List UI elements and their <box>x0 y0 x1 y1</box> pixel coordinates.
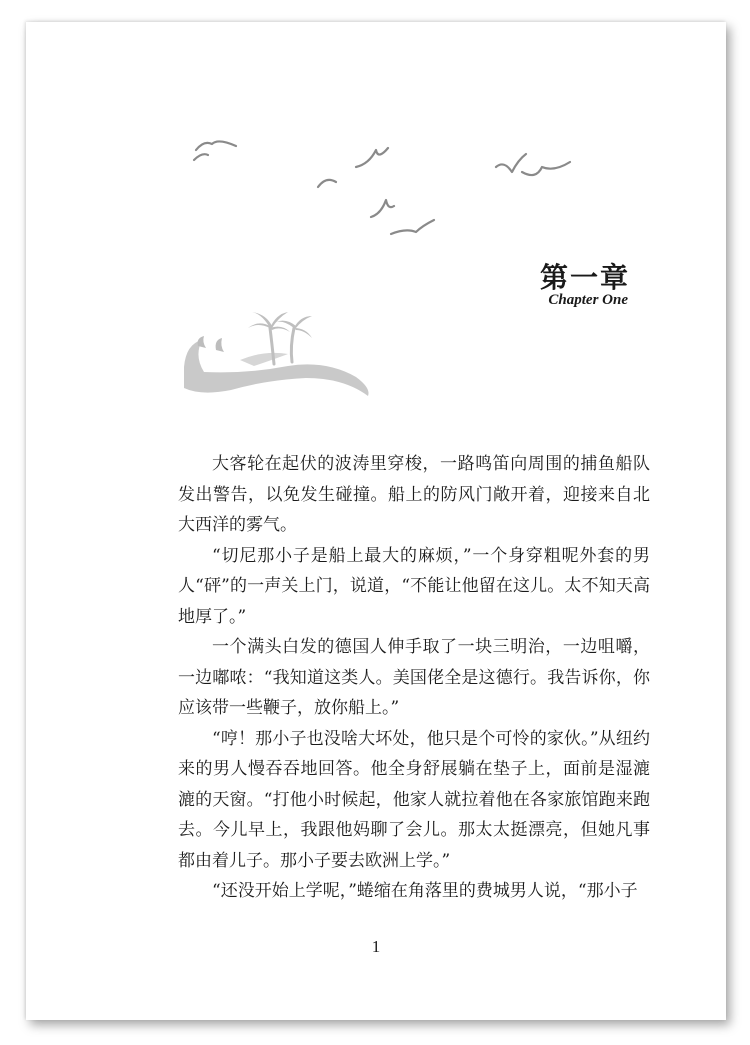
chapter-title: 第一章 <box>539 261 630 294</box>
palm-island-icon <box>26 22 726 442</box>
chapter-body <box>178 449 650 907</box>
chapter-subtitle: Chapter One <box>548 292 628 308</box>
paragraph: “还没开始上学呢，”蜷缩在角落里的费城男人说，“那小子 <box>212 881 638 901</box>
paragraph: 大客轮在起伏的波涛里穿梭，一路鸣笛向周围的捕鱼船队发出警告，以免发生碰撞。船上的防风门敞开着，迎接来自北大西洋的雾气。 <box>178 454 650 535</box>
paragraph: “哼！那小子也没啥大坏处，他只是个可怜的家伙。”从纽约来的男人慢吞吞地回答。他全身舒展躺在垫子上，面前是湿漉漉的天窗。“打他小时候起，他家人就拉着他在各家旅馆跑来跑去。今儿早上，我跟他妈聊了会儿。那太太挺漂亮，但她凡事都由着儿子。那小子要去欧洲上学。” <box>178 728 650 871</box>
paragraph: “切尼那小子是船上最大的麻烦，”一个身穿粗呢外套的男人“砰”的一声关上门，说道，“不能让他留在这儿。太不知天高地厚了。” <box>178 545 650 627</box>
book-page <box>26 22 726 1020</box>
page-number: 1 <box>371 937 381 956</box>
paragraph: 一个满头白发的德国人伸手取了一块三明治，一边咀嚼，一边嘟哝：“我知道这类人。美国佬全是这德行。我告诉你，你应该带一些鞭子，放你船上。” <box>178 637 650 718</box>
